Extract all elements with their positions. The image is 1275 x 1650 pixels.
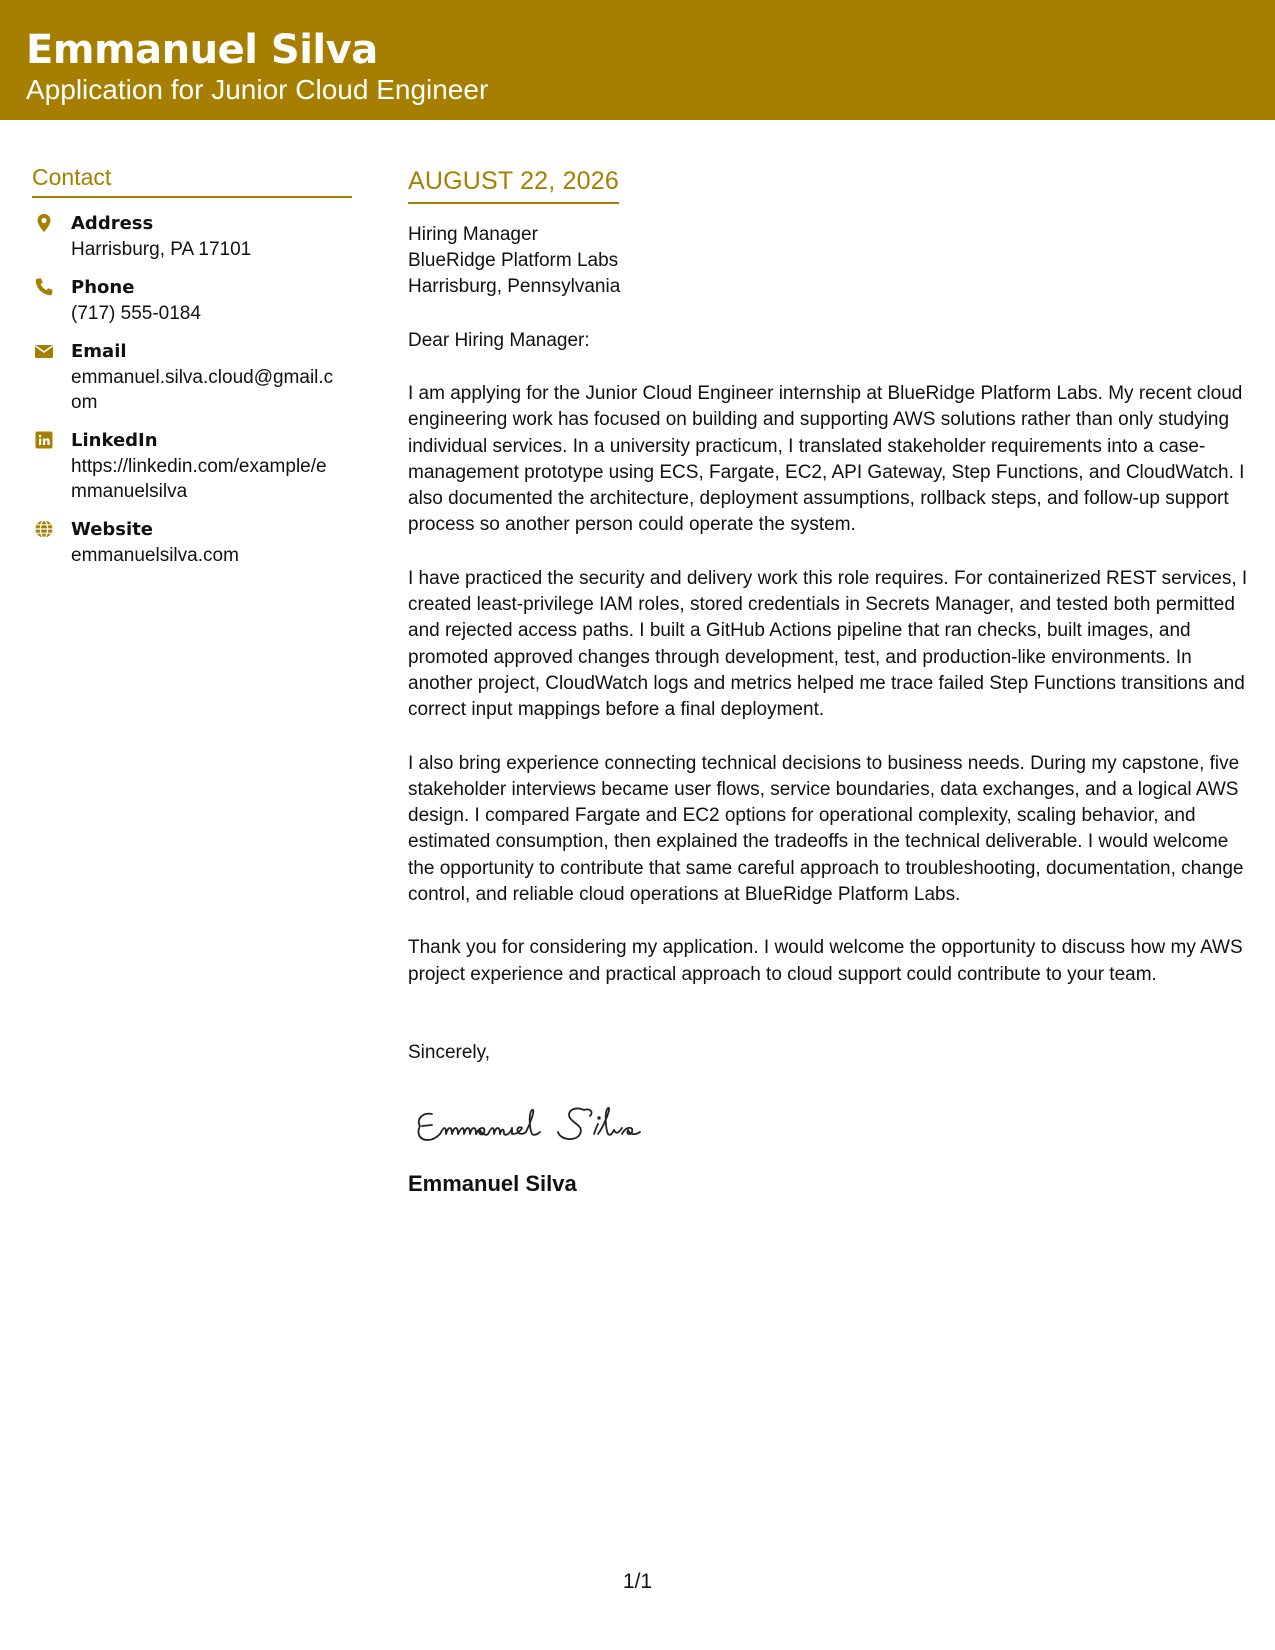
closing: Sincerely, <box>408 1041 491 1063</box>
contact-label: Website <box>71 519 154 540</box>
recipient-block <box>408 222 1248 300</box>
page-number: 1/1 <box>622 1570 653 1593</box>
contact-label: Address <box>71 213 154 234</box>
salutation: Dear Hiring Manager: <box>408 330 590 351</box>
letter-body <box>408 164 1248 1199</box>
body-paragraph: I have practiced the security and delivery work this role requires. For containerized REST services, I created least-privilege IAM roles, stored credentials in Secrets Manager, and tested both permitted and rejected access paths. I built a GitHub Actions pipeline that ran checks, built images, and promoted approved changes through development, test, and production-like environments. In another project, CloudWatch logs and metrics helped me trace failed Step Functions transitions and correct input mappings before a final deployment. <box>408 567 1248 721</box>
contact-label: LinkedIn <box>71 430 158 451</box>
header-banner <box>0 0 1275 120</box>
contact-value: emmanuelsilva.com <box>71 545 239 566</box>
contact-item-phone <box>32 275 352 326</box>
body-paragraph: I am applying for the Junior Cloud Engineer internship at BlueRidge Platform Labs. My recent cloud engineering work has focused on building and supporting AWS solutions rather than only studying individual services. In a university practicum, I translated stakeholder requirements into a case-management prototype using ECS, Fargate, EC2, API Gateway, Step Functions, and CloudWatch. I also documented the architecture, deployment assumptions, rollback steps, and follow-up support process so another person could operate the system. <box>408 383 1245 536</box>
contact-value: Harrisburg, PA 17101 <box>71 239 252 260</box>
letter-date: AUGUST 22, 2026 <box>408 164 619 204</box>
contact-value: https://linkedin.com/example/emmanuelsilva <box>71 456 327 502</box>
handwritten-signature <box>408 1096 668 1152</box>
body-paragraph: Thank you for considering my application. I would welcome the opportunity to discuss how my AWS project experience and practical approach to cloud support could contribute to your team. <box>408 937 1243 985</box>
signed-name: Emmanuel Silva <box>408 1170 577 1196</box>
contact-item-email <box>32 339 352 415</box>
linkedin-icon <box>34 430 54 450</box>
contact-heading: Contact <box>32 160 352 198</box>
contact-value: (717) 555-0184 <box>71 303 201 324</box>
globe-icon <box>34 519 54 539</box>
recipient-title: Hiring Manager <box>408 224 538 245</box>
phone-icon <box>34 277 54 297</box>
map-pin-icon <box>34 213 54 233</box>
envelope-icon <box>34 341 54 361</box>
application-subtitle: Application for Junior Cloud Engineer <box>26 74 489 105</box>
applicant-name: Emmanuel Silva <box>26 27 378 73</box>
contact-item-linkedin <box>32 428 352 504</box>
contact-item-website <box>32 517 352 568</box>
body-paragraph: I also bring experience connecting technical decisions to business needs. During my capstone, five stakeholder interviews became user flows, service boundaries, data exchanges, and a logical AWS design. I compared Fargate and EC2 options for operational complexity, scaling behavior, and estimated consumption, then explained the tradeoffs in the technical deliverable. I would welcome the opportunity to contribute that same careful approach to troubleshooting, documentation, change control, and reliable cloud operations at BlueRidge Platform Labs. <box>408 752 1244 906</box>
contact-sidebar <box>32 160 352 568</box>
contact-label: Phone <box>71 277 135 298</box>
recipient-company: BlueRidge Platform Labs <box>408 250 619 271</box>
contact-item-address <box>32 211 352 262</box>
contact-value: emmanuel.silva.cloud@gmail.com <box>71 367 334 413</box>
contact-label: Email <box>71 341 127 362</box>
recipient-location: Harrisburg, Pennsylvania <box>408 276 621 297</box>
